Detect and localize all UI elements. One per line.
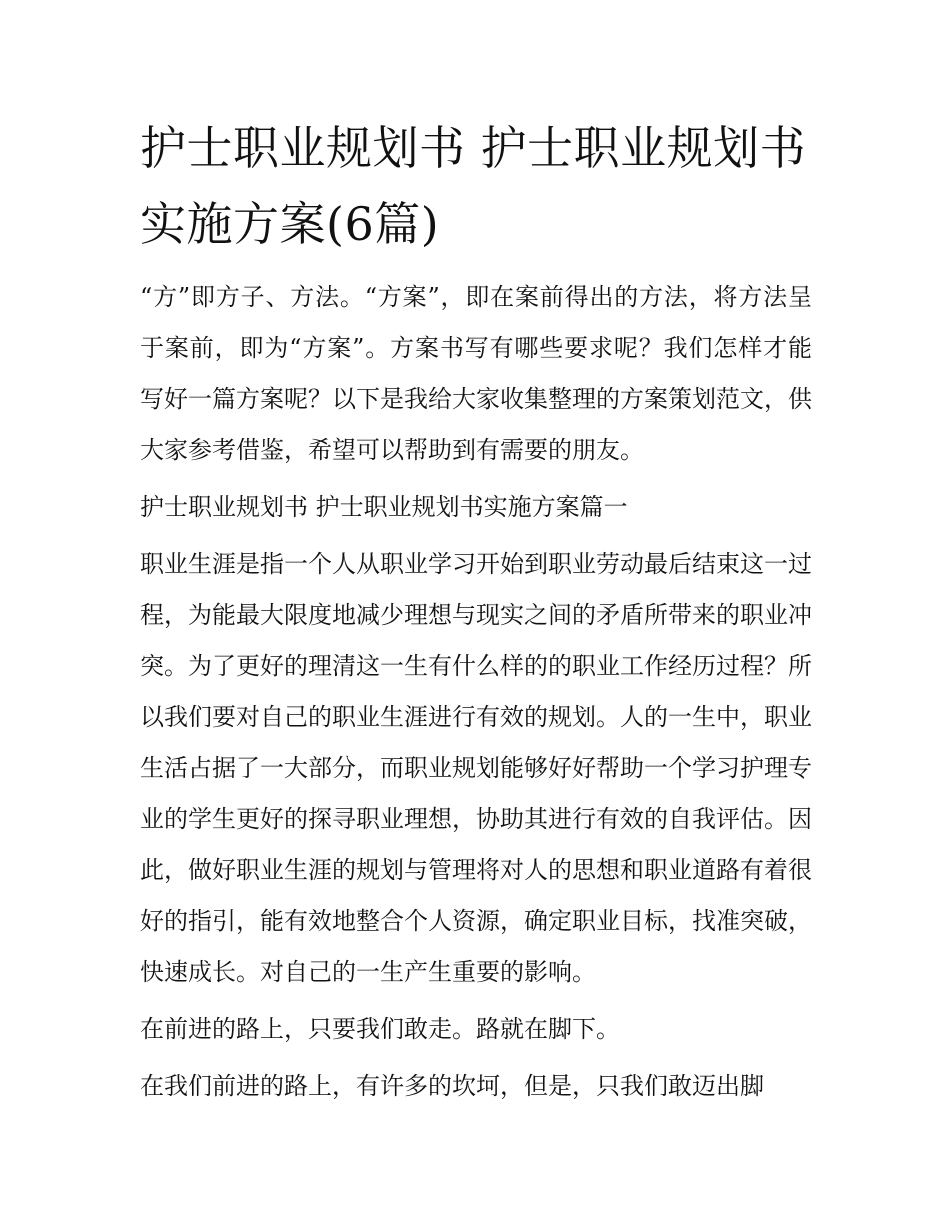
document-page (140, 110, 812, 1112)
document-title: 护士职业规划书 护士职业规划书实施方案(6篇) (140, 121, 807, 251)
body-paragraph-2: 在前进的路上，只要我们敢走。路就在脚下。 (140, 1015, 620, 1043)
intro-paragraph: “方”即方子、方法。“方案”，即在案前得出的方法，将方法呈于案前，即为“方案”。方案书写有哪些要求呢？我们怎样才能写好一篇方案呢？以下是我给大家收集整理的方案策划范文，供大家参考借鉴，希望可以帮助到有需要的朋友。 (140, 283, 812, 464)
body-paragraph-3: 在我们前进的路上，有许多的坎坷，但是，只我们敢迈出脚 (140, 1072, 764, 1100)
body-paragraph-1: 职业生涯是指一个人从职业学习开始到职业劳动最后结束这一过程，为能最大限度地减少理想与现实之间的矛盾所带来的职业冲突。为了更好的理清这一生有什么样的的职业工作经历过程？所以我们要对自己的职业生涯进行有效的规划。人的一生中，职业生活占据了一大部分，而职业规划能够好好帮助一个学习护理专业的学生更好的探寻职业理想，协助其进行有效的自我评估。因此，做好职业生涯的规划与管理将对人的思想和职业道路有着很好的指引，能有效地整合个人资源，确定职业目标，找准突破，快速成长。对自己的一生产生重要的影响。 (140, 550, 812, 986)
section-heading: 护士职业规划书 护士职业规划书实施方案篇一 (140, 493, 628, 521)
